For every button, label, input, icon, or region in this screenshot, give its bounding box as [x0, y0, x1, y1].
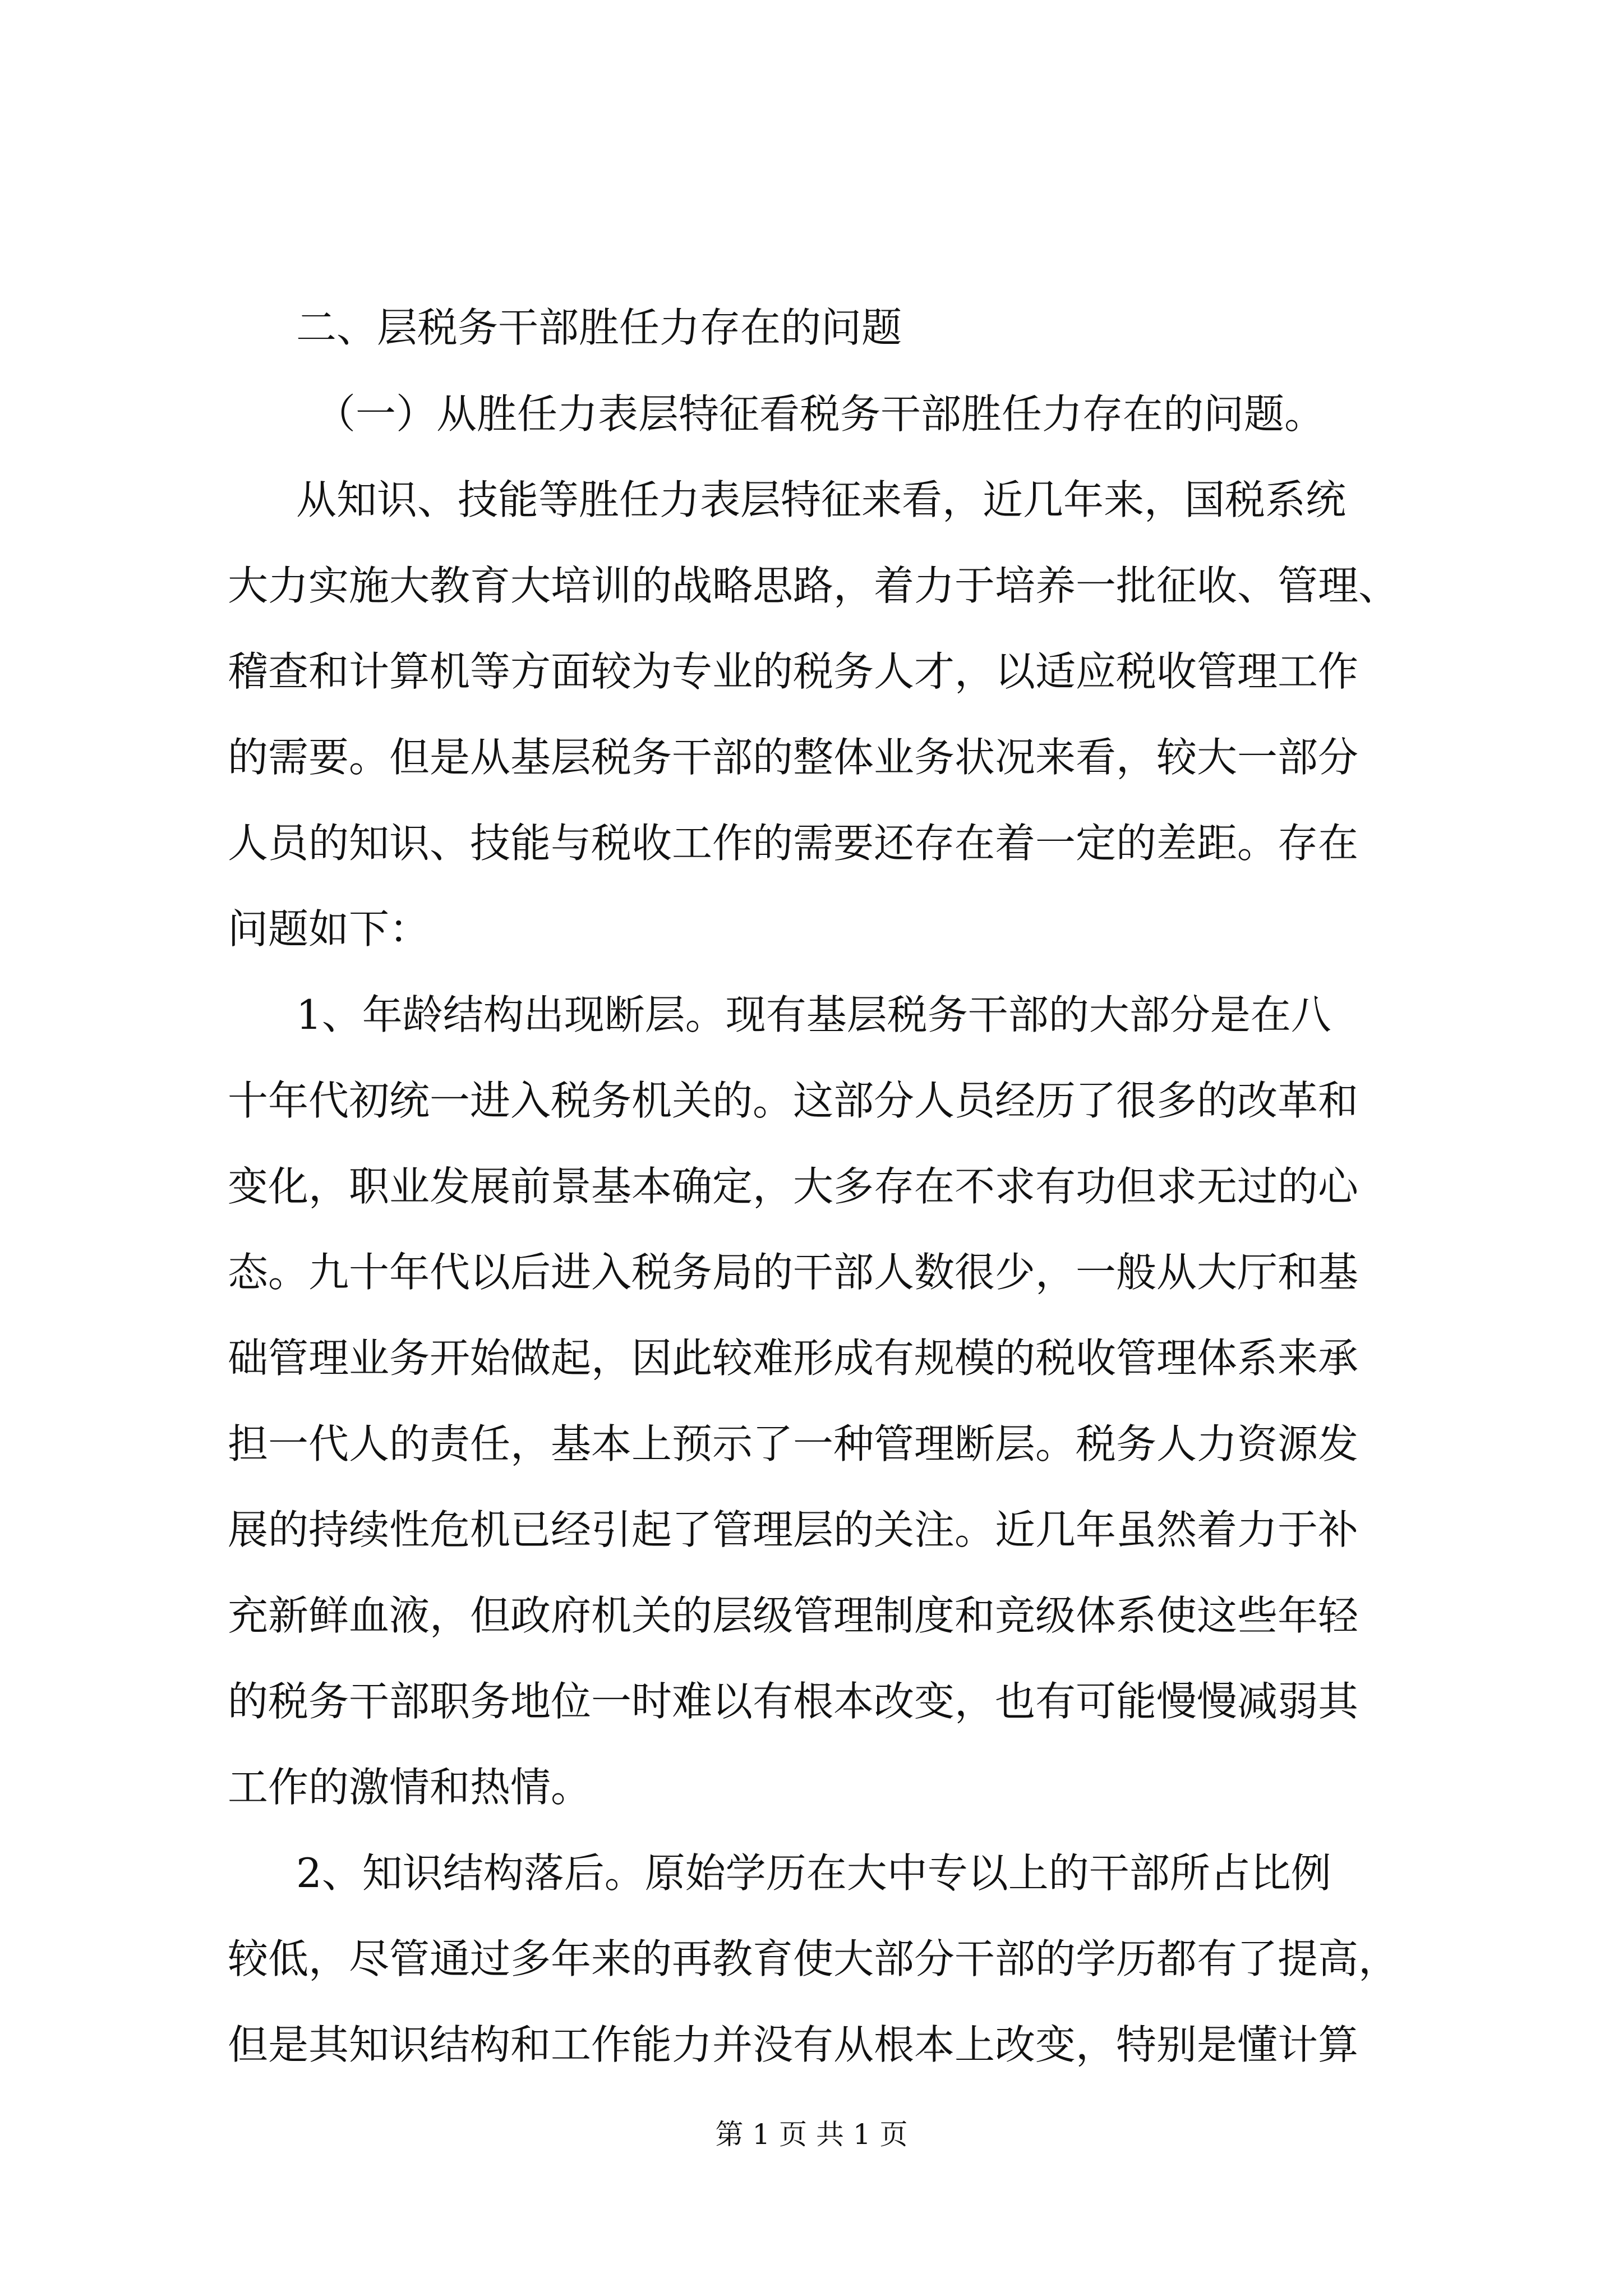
- section-heading: 二、层税务干部胜任力存在的问题: [296, 304, 902, 351]
- paragraph-2-line: 担一代人的责任，基本上预示了一种管理断层。税务人力资源发: [228, 1420, 1359, 1467]
- paragraph-2-line: 础管理业务开始做起，因此较难形成有规模的税收管理体系来承: [228, 1335, 1359, 1382]
- paragraph-2-line: 变化，职业发展前景基本确定，大多存在不求有功但求无过的心: [228, 1163, 1359, 1210]
- paragraph-2-line: 充新鲜血液，但政府机关的层级管理制度和竞级体系使这些年轻: [228, 1592, 1359, 1639]
- paragraph-2-line: 十年代初统一进入税务机关的。这部分人员经历了很多的改革和: [228, 1077, 1359, 1124]
- paragraph-2-line: 态。九十年代以后进入税务局的干部人数很少，一般从大厅和基: [228, 1249, 1359, 1296]
- paragraph-2-line: 的税务干部职务地位一时难以有根本改变，也有可能慢慢减弱其: [228, 1678, 1359, 1725]
- paragraph-2-line: 工作的激情和热情。: [228, 1764, 592, 1811]
- paragraph-1-line: 大力实施大教育大培训的战略思路，着力于培养一批征收、管理、: [228, 562, 1399, 609]
- page-number-footer: 第 1 页 共 1 页: [715, 2118, 908, 2151]
- paragraph-1-line: 的需要。但是从基层税务干部的整体业务状况来看，较大一部分: [228, 734, 1359, 781]
- paragraph-1-line: 稽查和计算机等方面较为专业的税务人才，以适应税收管理工作: [228, 648, 1359, 695]
- paragraph-3-line: 较低，尽管通过多年来的再教育使大部分干部的学历都有了提高，: [228, 1935, 1399, 1982]
- paragraph-1-line: 人员的知识、技能与税收工作的需要还存在着一定的差距。存在: [228, 820, 1359, 867]
- paragraph-3-line: 但是其知识结构和工作能力并没有从根本上改变，特别是懂计算: [228, 2021, 1359, 2068]
- paragraph-1-line: 问题如下：: [228, 905, 430, 953]
- paragraph-2-line: 1、年龄结构出现断层。现有基层税务干部的大部分是在八: [296, 991, 1331, 1038]
- paragraph-2-line: 展的持续性危机已经引起了管理层的关注。近几年虽然着力于补: [228, 1506, 1359, 1553]
- subsection-heading: （一）从胜任力表层特征看税务干部胜任力存在的问题。: [315, 390, 1325, 438]
- paragraph-1-line: 从知识、技能等胜任力表层特征来看，近几年来，国税系统: [296, 476, 1347, 523]
- paragraph-3-line: 2、知识结构落后。原始学历在大中专以上的干部所占比例: [296, 1849, 1331, 1897]
